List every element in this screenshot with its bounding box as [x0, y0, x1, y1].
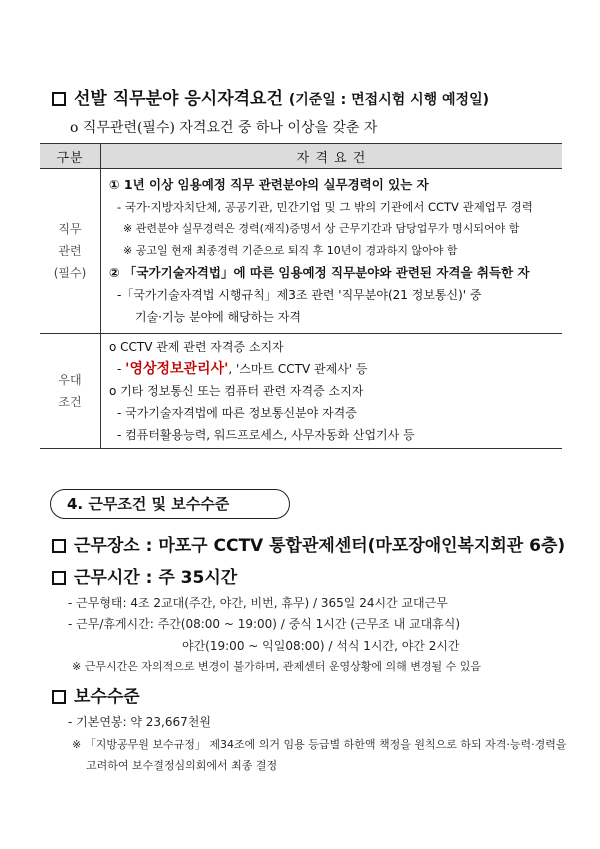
preferred-label-line: 조건	[58, 395, 82, 409]
workplace-text: 근무장소 : 마포구 CCTV 통합관제센터(마포장애인복지회관 6층)	[74, 536, 566, 556]
preferred-item-2: o 기타 정보통신 또는 컴퓨터 관련 자격증 소지자	[109, 384, 364, 398]
checkbox-square-icon	[52, 571, 66, 585]
required-label	[40, 169, 101, 334]
preferred-label	[40, 334, 101, 449]
worktime-line-2: - 근무/휴게시간: 주간(08:00 ~ 19:00) / 중식 1시간 (근무조 내 교대휴식)	[68, 617, 461, 631]
salary-line-1: - 기본연봉: 약 23,667천원	[68, 715, 211, 729]
worktime-line-3: 야간(19:00 ~ 익일08:00) / 석식 1시간, 야간 2시간	[182, 639, 460, 653]
salary-note-2: 고려하여 보수결정심의회에서 최종 결정	[86, 759, 278, 772]
preferred-detail: - 국가기술자격법에 따른 정보통신분야 자격증	[117, 406, 357, 420]
checkbox-square-icon	[52, 539, 66, 553]
preferred-item-1: o CCTV 관제 관련 자격증 소지자	[109, 340, 284, 354]
checkbox-square-icon	[52, 690, 66, 704]
requirement-detail: -「국가기술자격법 시행규칙」제3조 관련 '직무분야(21 정보통신)' 중	[117, 288, 482, 302]
header-requirements: 자 격 요 건	[101, 144, 563, 169]
table-header-row	[40, 144, 562, 169]
section-4-heading: 4. 근무조건 및 보수수준	[50, 489, 290, 519]
worktime-note: ※ 근무시간은 자의적으로 변경이 불가하며, 관제센터 운영상황에 의해 변경될 수 있음	[72, 660, 481, 673]
required-label-line: 직무	[58, 222, 82, 236]
required-label-line: (필수)	[53, 266, 87, 280]
qualification-heading-note: (기준일 : 면접시험 시행 예정일)	[288, 92, 490, 108]
worktime-heading	[52, 563, 237, 588]
checkbox-square-icon	[52, 92, 66, 106]
requirement-item-2: ② 「국가기술자격법」에 따른 임용예정 직무분야와 관련된 자격을 취득한 자	[109, 265, 530, 280]
header-category: 구분	[40, 144, 101, 169]
requirement-detail: - 국가·지방자치단체, 공공기관, 민간기업 및 그 밖의 기관에서 CCTV 관제업무 경력	[117, 200, 533, 214]
preferred-cert-rest: , '스마트 CCTV 관제사' 등	[228, 362, 368, 376]
salary-note-1: ※ 「지방공무원 보수규정」 제34조에 의거 임용 등급별 하한액 책정을 원칙으로 하되 자격·능력·경력을	[72, 738, 567, 751]
requirement-note: ※ 공고일 현재 최종경력 기준으로 퇴직 후 10년이 경과하지 않아야 함	[123, 244, 458, 257]
worktime-line-1: - 근무형태: 4조 2교대(주간, 야간, 비번, 휴무) / 365일 24시간 교대근무	[68, 596, 448, 610]
salary-heading	[52, 682, 140, 707]
preferred-content	[101, 334, 563, 449]
salary-text: 보수수준	[74, 687, 140, 707]
required-label-line: 관련	[58, 244, 82, 258]
preferred-cert-line	[101, 358, 562, 380]
table-row-preferred	[40, 334, 562, 449]
worktime-text: 근무시간 : 주 35시간	[74, 568, 238, 588]
preferred-cert-prefix: -	[117, 362, 126, 376]
requirements-table	[40, 143, 562, 449]
workplace-heading	[52, 531, 565, 556]
preferred-detail: - 컴퓨터활용능력, 워드프로세스, 사무자동화 산업기사 등	[117, 428, 415, 442]
qualification-subtitle: o 직무관련(필수) 자격요건 중 하나 이상을 갖춘 자	[70, 120, 378, 136]
qualification-heading: 선발 직무분야 응시자격요건 (기준일 : 면접시험 시행 예정일)	[52, 84, 489, 109]
table-row-required	[40, 169, 562, 334]
preferred-label-line: 우대	[58, 373, 82, 387]
highlighted-cert: '영상정보관리사'	[125, 361, 229, 377]
requirement-item-1: ① 1년 이상 임용예정 직무 관련분야의 실무경력이 있는 자	[109, 177, 429, 192]
requirement-note: ※ 관련분야 실무경력은 경력(재직)증명서 상 근무기간과 담당업무가 명시되어야 함	[123, 222, 520, 235]
required-content	[101, 169, 563, 334]
requirement-detail: 기술·기능 분야에 해당하는 자격	[135, 310, 301, 324]
